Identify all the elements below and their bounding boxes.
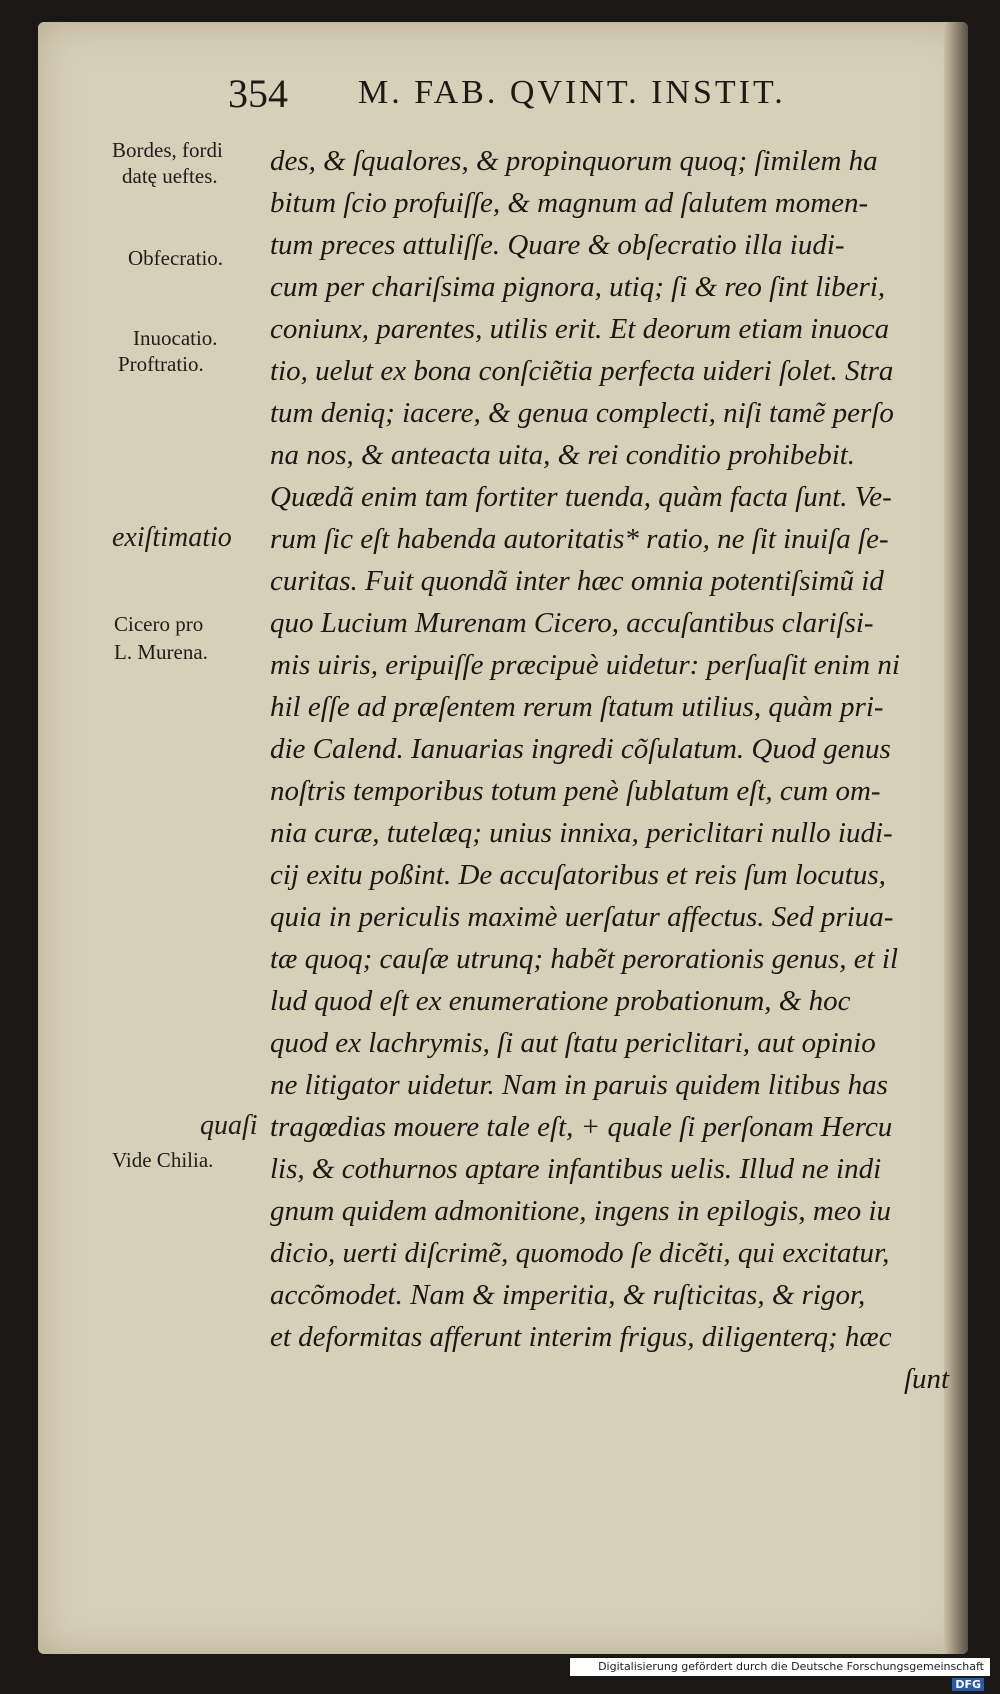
running-header — [228, 70, 868, 126]
text-line: quod ex lachrymis, ſi aut ſtatu periclitari, aut opinio — [270, 1027, 876, 1059]
text-line: quo Lucium Murenam Cicero, accuſantibus clariſsi- — [270, 607, 874, 639]
text-line: des, & ſqualores, & propinquorum quoq; ſimilem ha — [270, 145, 878, 177]
text-line: tio, uelut ex bona conſciẽtia perfecta uideri ſolet. Stra — [270, 355, 894, 387]
text-line: lis, & cothurnos aptare infantibus uelis. Illud ne indi — [270, 1153, 882, 1185]
margin-note: exiſtimatio — [112, 522, 232, 553]
margin-note: Proftratio. — [118, 352, 204, 376]
margin-note: quaſi — [200, 1110, 258, 1141]
text-line: gnum quidem admonitione, ingens in epilogis, meo iu — [270, 1195, 892, 1227]
running-title: M. FAB. QVINT. INSTIT. — [358, 74, 786, 111]
text-line: dicio, uerti diſcrimẽ, quomodo ſe dicẽti, qui excitatur, — [270, 1237, 890, 1269]
text-line: die Calend. Ianuarias ingredi cõſulatum. Quod genus — [270, 733, 891, 765]
margin-note: L. Murena. — [114, 640, 208, 664]
digitization-footer — [570, 1658, 990, 1691]
text-line: ne litigator uidetur. Nam in paruis quidem litibus has — [270, 1069, 888, 1101]
text-line: mis uiris, eripuiſſe præcipuè uidetur: perſuaſit enim ni — [270, 649, 900, 681]
text-line: tum deniq; iacere, & genua complecti, niſi tamẽ perſo — [270, 397, 894, 429]
text-line: cij exitu poßint. De accuſatoribus et reis ſum locutus, — [270, 859, 886, 891]
text-line: na nos, & anteacta uita, & rei conditio prohibebit. — [270, 439, 856, 471]
text-line: accõmodet. Nam & imperitia, & ruſticitas, & rigor, — [270, 1279, 866, 1311]
text-line: hil eſſe ad præſentem rerum ſtatum utilius, quàm pri- — [270, 691, 884, 723]
margin-note: Inuocatio. — [133, 326, 218, 350]
text-line: et deformitas afferunt interim frigus, diligenterq; hæc — [270, 1321, 892, 1353]
catchword: ſunt — [904, 1363, 950, 1395]
footer-credit: Digitalisierung gefördert durch die Deutsche Forschungsgemeinschaft — [598, 1660, 984, 1673]
text-line: tragœdias mouere tale eſt, + quale ſi perſonam Hercu — [270, 1111, 893, 1143]
text-line: rum ſic eſt habenda autoritatis* ratio, ne ſit inuiſa ſe- — [270, 523, 889, 555]
text-line: quia in periculis maximè uerſatur affectus. Sed priua- — [270, 901, 894, 933]
margin-note: Cicero pro — [114, 612, 204, 636]
text-line: cum per chariſsima pignora, utiq; ſi & reo ſint liberi, — [270, 271, 886, 303]
page-number: 354 — [228, 71, 288, 116]
margin-note: Bordes, fordi — [112, 138, 223, 162]
margin-note: Vide Chilia. — [112, 1148, 214, 1172]
text-line: noſtris temporibus totum penè ſublatum eſt, cum om- — [270, 775, 881, 807]
text-line: nia curæ, tutelæq; unius innixa, periclitari nullo iudi- — [270, 817, 893, 849]
text-line: bitum ſcio profuiſſe, & magnum ad ſalutem momen- — [270, 187, 869, 219]
text-line: Quædã enim tam fortiter tuenda, quàm facta ſunt. Ve- — [270, 481, 892, 513]
margin-note: datę ueftes. — [122, 164, 218, 188]
text-line: tæ quoq; cauſæ utrunq; habẽt perorationis genus, et il — [270, 943, 899, 975]
margin-note: Obfecratio. — [128, 246, 224, 270]
dfg-logo: DFG — [952, 1678, 984, 1691]
text-line: curitas. Fuit quondã inter hæc omnia potentiſsimũ id — [270, 565, 884, 597]
text-line: tum preces attuliſſe. Quare & obſecratio illa iudi- — [270, 229, 845, 261]
text-line: coniunx, parentes, utilis erit. Et deorum etiam inuoca — [270, 313, 890, 345]
text-line: lud quod eſt ex enumeratione probationum, & hoc — [270, 985, 851, 1017]
